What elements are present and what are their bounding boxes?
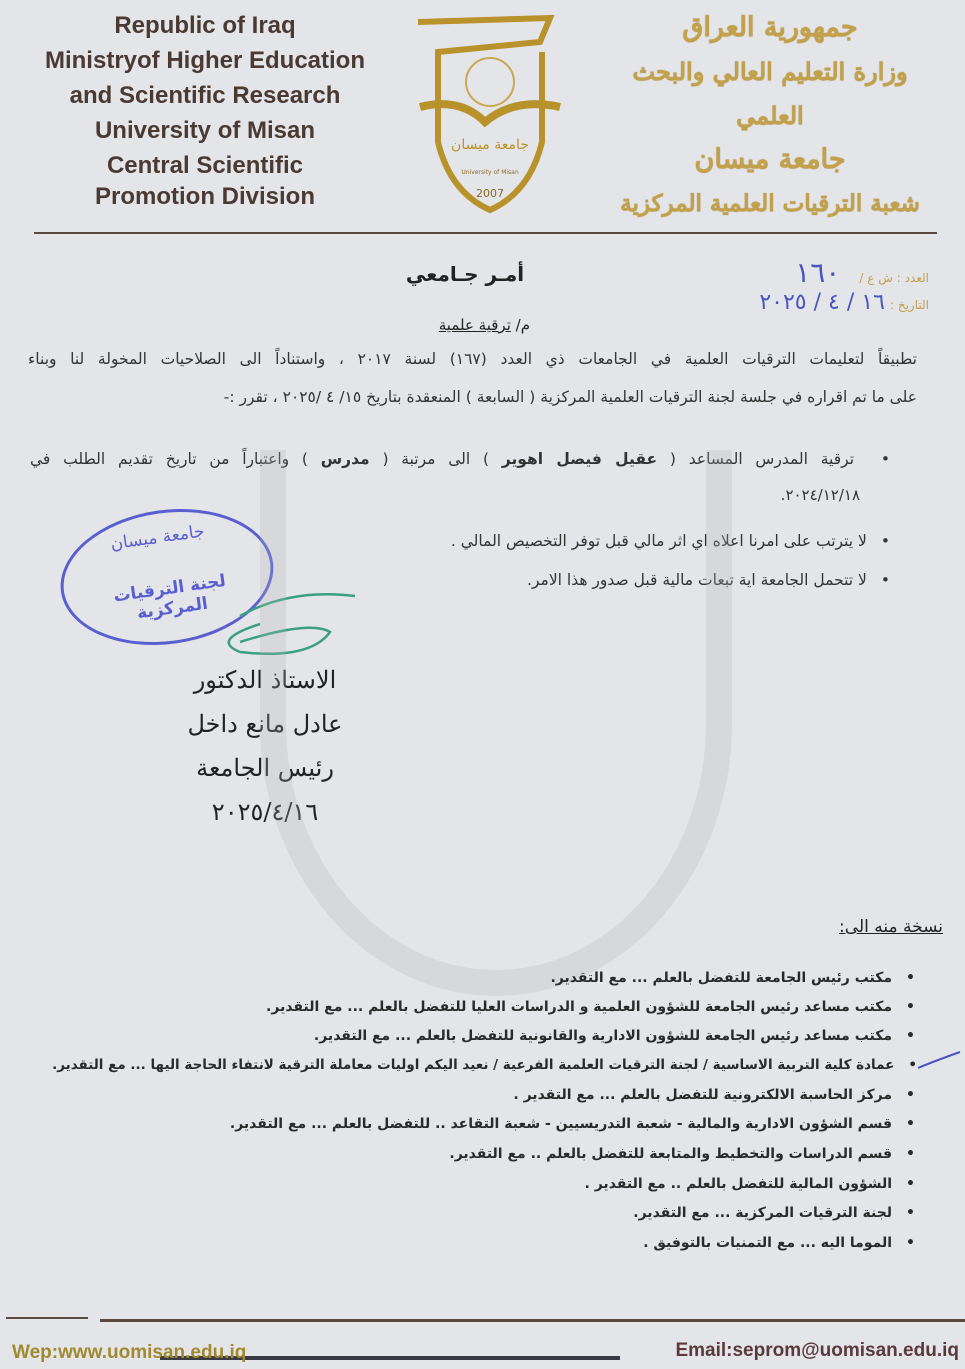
stamp-line-2: لجنة الترقيات المركزية [112, 570, 228, 624]
header-english [10, 8, 400, 214]
promotion-date: ٢٠٢٤/١٢/١٨. [780, 486, 860, 504]
subject-text: ترقية علمية [438, 316, 511, 334]
bullet-financial: • لا يترتب على امرنا اعلاه اي اثر مالي قبل توفر التخصيص المالي . [451, 532, 890, 550]
number-label: العدد : ش ع / [859, 271, 929, 285]
promotion-rank: مدرس [320, 450, 370, 468]
header-en-line: and Scientific Research [69, 82, 341, 109]
date-label: التاريخ : [889, 298, 929, 312]
promotion-mid: ) الى مرتبة ( [382, 450, 490, 468]
footer-email[interactable]: Email:seprom@uomisan.edu.iq [675, 1340, 959, 1361]
header-en-line: Promotion Division [94, 183, 315, 210]
copy-item: • الشؤون المالية للتفضل بالعلم .. مع التقدير . [585, 1176, 915, 1192]
copy-item: • مكتب مساعد رئيس الجامعة للشؤون العلمية و الدراسات العليا للتفضل بالعلم ... مع التقدير. [266, 999, 915, 1015]
check-mark-icon [912, 1048, 962, 1074]
logo-arabic-name: جامعة ميسان [451, 137, 529, 153]
date-value: ١٦ / ٤ / ٢٠٢٥ [759, 290, 885, 315]
signatory-position: رئيس الجامعة [196, 754, 334, 782]
header-en-line: Republic of Iraq [114, 12, 296, 39]
header-ar-line: جامعة ميسان [694, 144, 846, 175]
copy-item: • عمادة كلية التربية الاساسية / لجنة الترقيات العلمية الفرعية / نعيد اليكم اوليات معاملة الترقية لانتفاء الحاجة اليها ... مع التقدير. [30, 1057, 917, 1073]
signature-date: ٢٠٢٥/٤/١٦ [211, 798, 319, 826]
header-en-line: University of Misan [94, 117, 316, 144]
logo-english-name: University of Misan [461, 169, 519, 176]
logo-year: 2007 [476, 187, 504, 200]
promotion-prefix: ترقية المدرس المساعد ( [669, 450, 855, 468]
copy-item: • قسم الدراسات والتخطيط والمتابعة للتفضل بالعلم .. مع التقدير. [449, 1146, 915, 1162]
header-arabic [605, 6, 935, 226]
reference-date [709, 290, 929, 315]
promoted-name: عقيل فيصل اهوير [501, 450, 658, 468]
subject-prefix: م/ [515, 316, 530, 334]
order-title: أمـر جـامعي [405, 262, 525, 286]
university-logo [410, 12, 570, 217]
copy-item: • لجنة الترقيات المركزية ... مع التقدير. [633, 1205, 915, 1221]
header-ar-line: شعبة الترقيات العلمية المركزية [620, 190, 920, 217]
order-subject [400, 316, 530, 334]
header-ar-line: وزارة التعليم العالي والبحث العلمي [632, 57, 908, 130]
header-divider [34, 232, 937, 234]
promotion-suffix: ) واعتباراً من تاريخ تقديم الطلب في [30, 450, 308, 468]
number-value: ١٦٠ [795, 256, 841, 289]
signatory-title: الاستاذ الدكتور [193, 666, 337, 694]
copy-item: • الموما اليه ... مع التمنيات بالتوفيق . [643, 1235, 915, 1251]
header-en-line: Central Scientific [106, 152, 304, 179]
footer-divider-short [6, 1317, 88, 1319]
body-line-1: تطبيقاً لتعليمات الترقيات العلمية في الجامعات ذي العدد (١٦٧) لسنة ٢٠١٧ ، واستناداً الى الصلاحيات المخولة لنا وبناء [28, 350, 917, 368]
signatory-name: عادل مانع داخل [187, 710, 343, 738]
copy-item: • مركز الحاسبة الالكترونية للتفضل بالعلم ... مع التقدير . [513, 1087, 915, 1103]
bullet-liability: • لا تتحمل الجامعة اية تبعات مالية قبل صدور هذا الامر. [527, 571, 890, 589]
reference-number [709, 256, 929, 289]
header-en-line: Ministryof Higher Education [44, 47, 365, 74]
watermark-logo [260, 450, 732, 996]
copy-item: • قسم الشؤون الادارية والمالية - شعبة التدريسيين - شعبة التقاعد .. للتفضل بالعلم ... مع التقدير. [230, 1116, 915, 1132]
stamp-line-1: جامعة ميسان [109, 521, 206, 555]
footer-web[interactable]: Wep:www.uomisan.edu.iq [12, 1342, 247, 1363]
footer-divider [100, 1319, 965, 1322]
copy-item: • مكتب رئيس الجامعة للتفضل بالعلم ... مع التقدير. [550, 970, 915, 986]
header-ar-line: جمهورية العراق [682, 12, 858, 43]
copy-item: • مكتب مساعد رئيس الجامعة للشؤون الادارية والقانونية للتفضل بالعلم ... مع التقدير. [314, 1028, 915, 1044]
copies-heading: نسخة منه الى: [839, 917, 943, 937]
body-line-2: على ما تم اقراره في جلسة لجنة الترقيات العلمية المركزية ( السابعة ) المنعقدة بتاريخ ١٥/ ٤ /٢٠٢٥ ، تقرر :- [223, 388, 917, 406]
